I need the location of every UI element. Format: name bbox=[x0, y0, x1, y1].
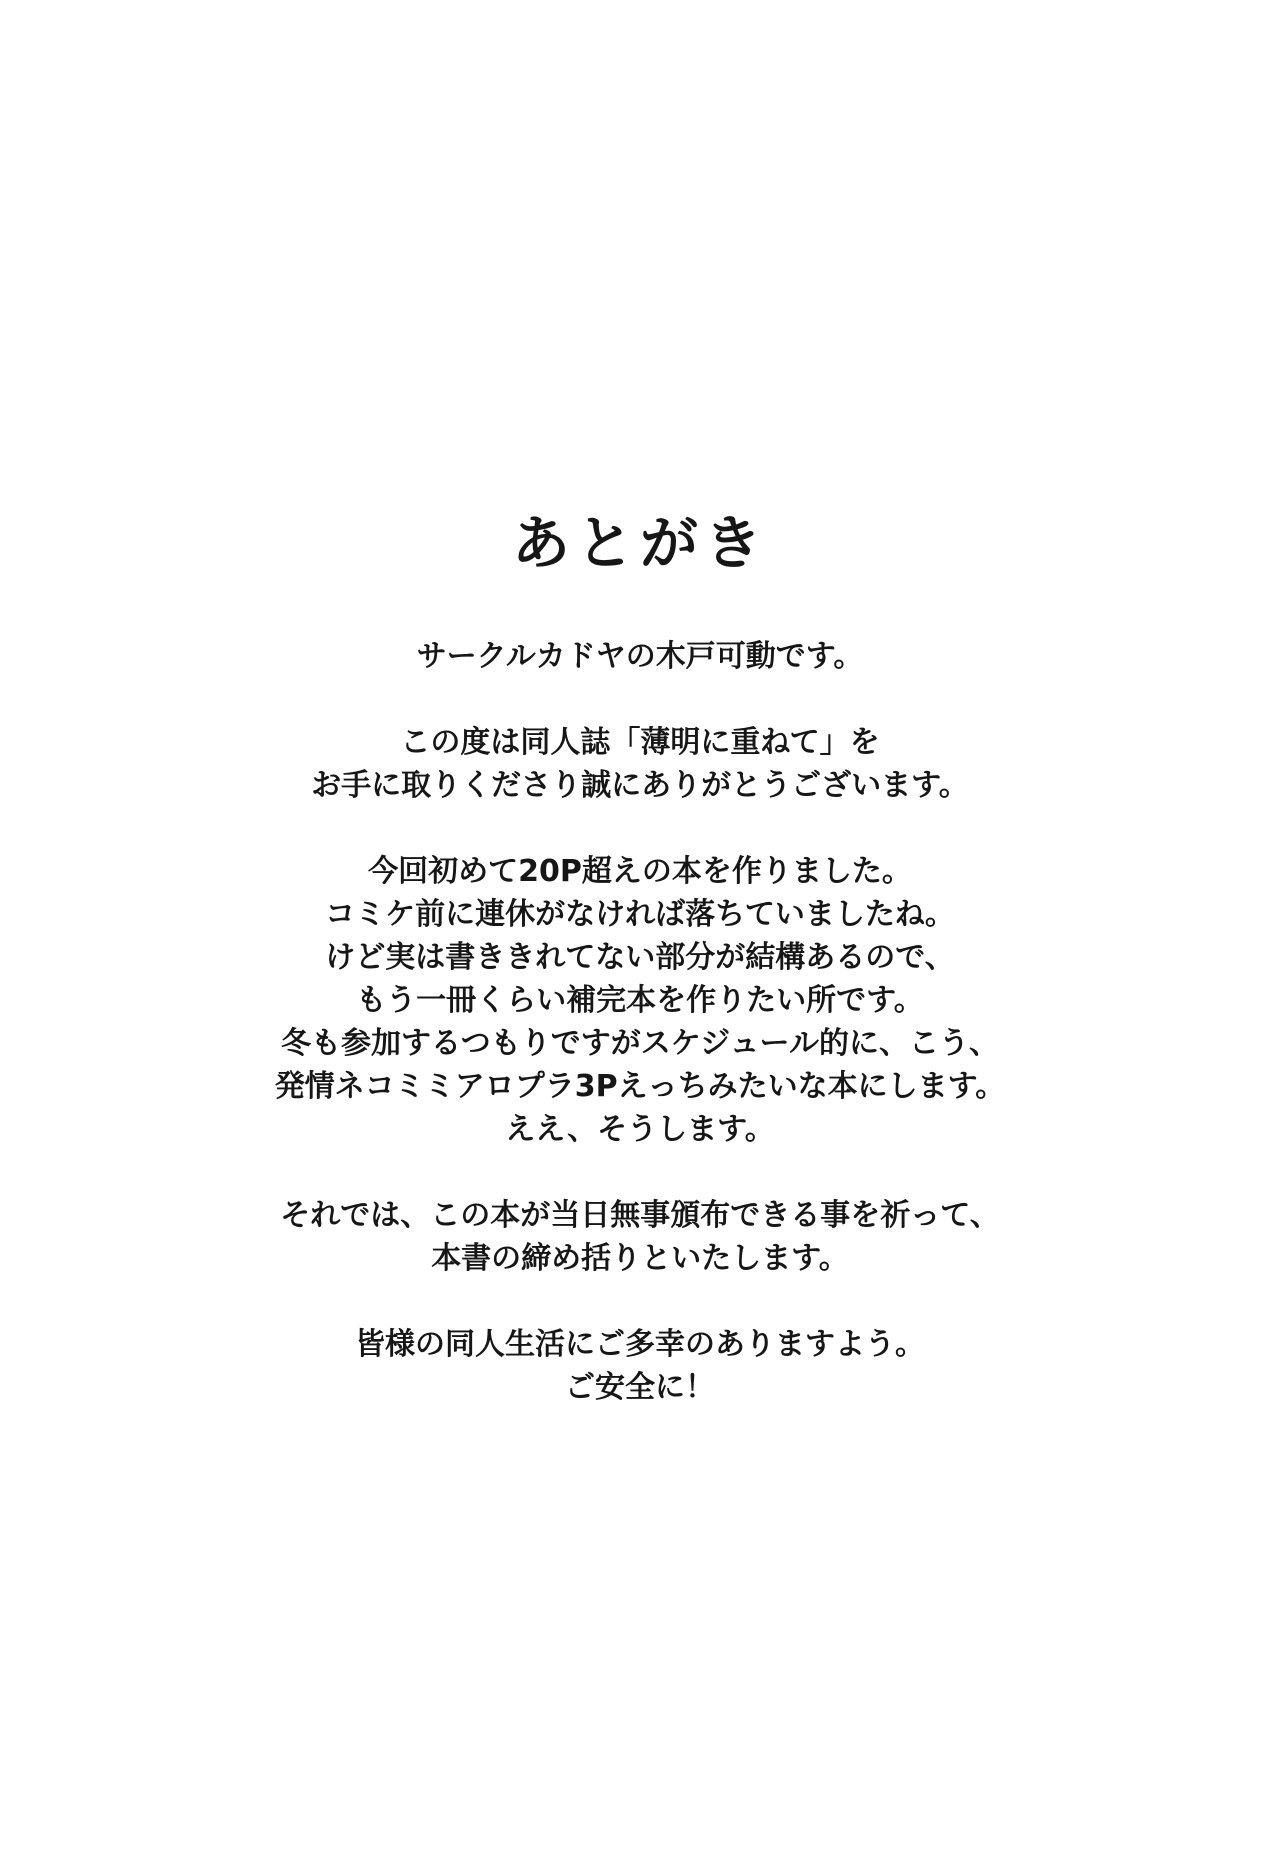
text-line: それでは、この本が当日無事頒布できる事を祈って、 bbox=[280, 1198, 1000, 1233]
paragraph-farewell bbox=[0, 1323, 1280, 1409]
text-line: ええ、そうします。 bbox=[505, 1112, 775, 1147]
text-line: コミケ前に連休がなければ落ちていましたね。 bbox=[325, 897, 955, 932]
paragraph-spacer bbox=[0, 807, 1280, 850]
text-line: 冬も参加するつもりですがスケジュール的に、こう、 bbox=[281, 1026, 999, 1061]
paragraph-thanks bbox=[0, 721, 1280, 807]
afterword-block bbox=[0, 497, 1280, 1409]
text-line: 皆様の同人生活にご多幸のありますよう。 bbox=[355, 1327, 925, 1362]
text-line: 今回初めて20P超えの本を作りました。 bbox=[368, 854, 912, 889]
text-line: この度は同人誌「薄明に重ねて」を bbox=[400, 725, 880, 760]
title-spacer bbox=[0, 589, 1280, 635]
paragraph-closing bbox=[0, 1194, 1280, 1280]
text-line: もう一冊くらい補完本を作りたい所です。 bbox=[356, 983, 924, 1018]
paragraph-introduction bbox=[0, 635, 1280, 678]
text-line: けど実は書ききれてない部分が結構あるので、 bbox=[325, 940, 955, 975]
text-line: サークルカドヤの木戸可動です。 bbox=[416, 639, 864, 674]
paragraph-notes bbox=[0, 850, 1280, 1151]
text-line: 本書の締め括りといたします。 bbox=[431, 1241, 849, 1276]
paragraph-spacer bbox=[0, 1280, 1280, 1323]
afterword-title: あとがき bbox=[511, 509, 768, 577]
text-line: ご安全に！ bbox=[565, 1370, 715, 1405]
text-line: お手に取りくださり誠にありがとうございます。 bbox=[311, 768, 969, 803]
paragraph-spacer bbox=[0, 678, 1280, 721]
paragraph-spacer bbox=[0, 1151, 1280, 1194]
text-line: 発情ネコミミアロプラ3Pえっちみたいな本にします。 bbox=[274, 1069, 1006, 1104]
